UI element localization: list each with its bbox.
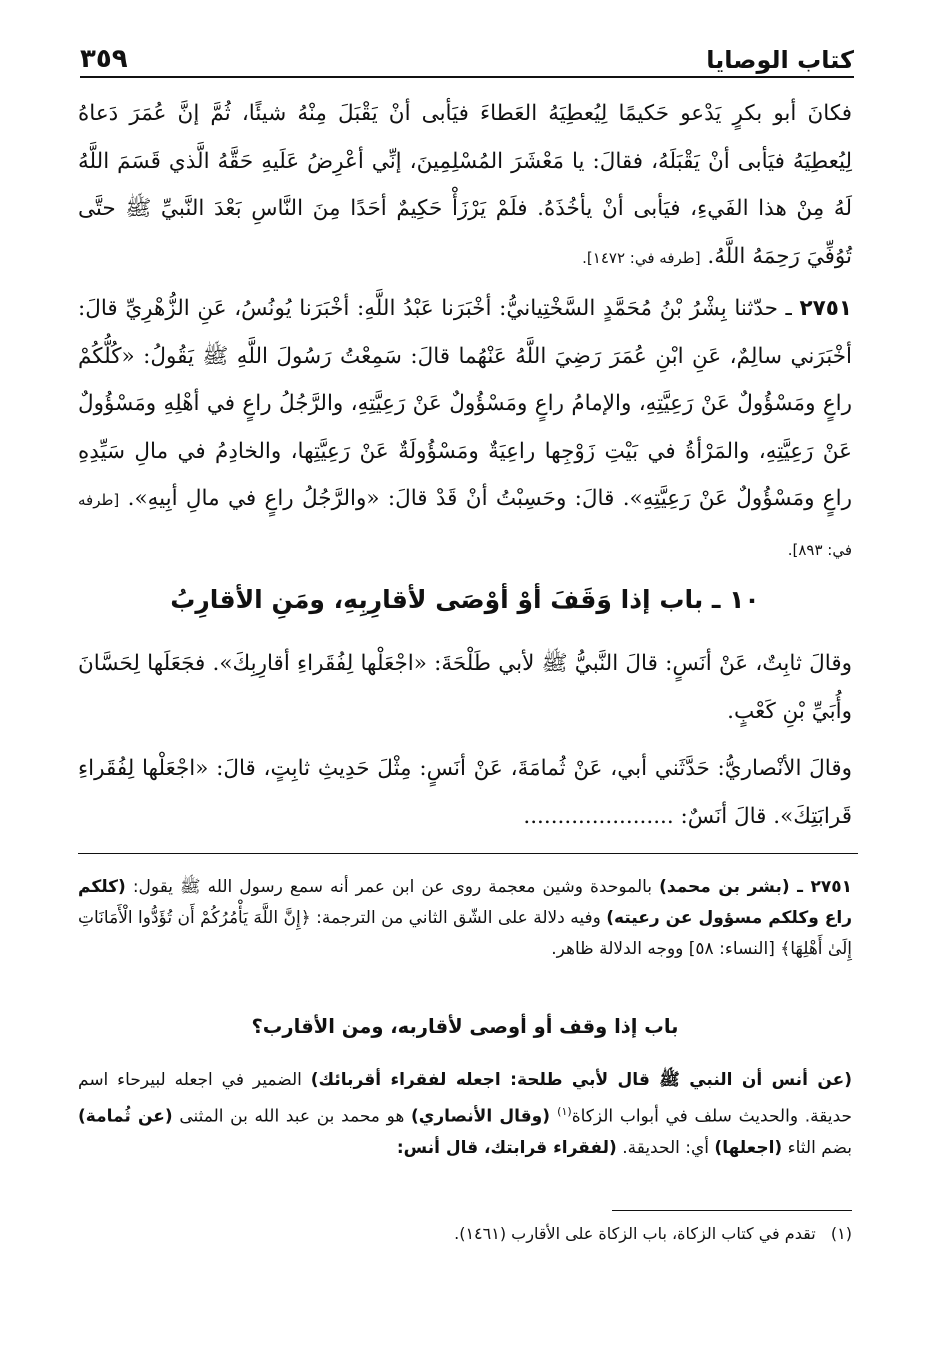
commentary-heading: باب إذا وقف أو أوصى لأقاربه، ومن الأقارب؟ (251, 1015, 679, 1038)
commentary-2-part-b: هو محمد بن عبد الله بن المثنى (172, 1106, 412, 1127)
chapter-para-1-text: وقالَ ثابِتٌ، عَنْ أنَسٍ: قالَ النَّبيُّ ﷺ لأبي طَلْحَةَ: «اجْعَلْها لِفُقَراءِ أقارِبِكَ». فجَعَلَها لِحَسَّانَ وأُبَيِّ بْنِ كَعْبٍ. (78, 651, 852, 724)
hadith-2751-body: ـ حدّثنا بِشْرُ بْنُ مُحَمَّدٍ السَّخْتِيانيُّ: أخْبَرَنا عَبْدُ اللَّهِ: أخْبَرَنا يُونُسُ، عَنِ الزُّهْرِيِّ قالَ: أخْبَرَني سالِمٌ، عَنِ ابْنِ عُمَرَ رَضِيَ اللَّهُ عَنْهُما قالَ: سَمِعْتُ رَسُولَ اللَّهِ ﷺ يَقُولُ: «كُلُّكُمْ راعٍ ومَسْؤُولٌ عَنْ رَعِيَّتِهِ، والإمامُ راعٍ ومَسْؤُولٌ عَنْ رَعِيَّتِهِ، والرَّجُلُ راعٍ في أهْلِهِ ومَسْؤُولٌ عَنْ رَعِيَّتِهِ، والمَرْأةُ في بَيْتِ زَوْجِها راعِيَةٌ ومَسْؤُولَةٌ عَنْ رَعِيَّتِها، والخادِمُ في مالِ سَيِّدِهِ راعٍ ومَسْؤُولٌ عَنْ رَعِيَّتِهِ». قالَ: وحَسِبْتُ أنْ قَدْ قالَ: «والرَّجُلُ راعٍ في مالِ أبِيهِ». (78, 296, 852, 511)
commentary-2-lemma-4: (اجعلها) (714, 1137, 783, 1158)
footnote-rule (612, 1210, 852, 1211)
commentary-2-part-d: أي: الحديقة. (616, 1137, 715, 1158)
chapter-para-2 (78, 745, 852, 840)
hadith-number: ٢٧٥١ (799, 296, 852, 321)
commentary-1-part-b: وفيه دلالة على الشّق الثاني من الترجمة: ﴿إِنَّ اللَّهَ يَأْمُرُكُمْ أَن تُؤَدُّوا الْأَمَانَاتِ إِلَىٰ أَهْلِهَا﴾ [النساء: ٥٨] ووجه الدلالة ظاهر. (78, 908, 852, 959)
commentary-2-part-a: الضمير في اجعله لبيرحاء اسم حديقة. والحديث سلف في أبواب الزكاة (78, 1070, 852, 1127)
commentary-2-lemma: (عن أنس أن النبي ﷺ قال لأبي طلحة: اجعله لفقراء أقربائك) (310, 1070, 852, 1090)
commentary-2-lemma-2: (وقال الأنصاري) (411, 1106, 558, 1127)
commentary-2-part-c: بضم الثاء (782, 1137, 852, 1158)
chapter-para-2-text: وقالَ الأنْصاريُّ: حَدَّثَني أبي، عَنْ ثُمامَةَ، عَنْ أنَسٍ: مِثْلَ حَدِيثِ ثابِتٍ، قالَ: «اجْعَلْها لِفُقَراءِ قَرابَتِكَ». قالَ أنَسٌ: ...................... (78, 756, 852, 829)
commentary-block-1 (78, 872, 852, 965)
prev-hadith-body: فكانَ أبو بكرٍ يَدْعو حَكيمًا لِيُعطِيَهُ العَطاءَ فيَأبى أنْ يَقْبَلَ مِنْهُ شيئًا، ثُمَّ إنَّ عُمَرَ دَعاهُ لِيُعطِيَهُ فيَأبى أنْ يَقْبَلَهُ، فقالَ: يا مَعْشَرَ المُسْلِمِينَ، إنِّي أعْرِضُ عَلَيهِ حَقَّهُ الَّذي قَسَمَ اللَّهُ لَهُ مِنْ هذا الفَيءِ، فيَأبى أنْ يأخُذَهُ. فلَمْ يَرْزَأْ حَكِيمٌ أحَدًا مِنَ النَّاسِ بَعْدَ النَّبيِّ ﷺ حتَّى تُوُفِّيَ رَحِمَهُ اللَّهُ. (78, 101, 852, 269)
commentary-2-lemma-5: (لفقراء قرابتك، قال أنس: (396, 1137, 617, 1158)
page-header (80, 28, 854, 74)
hadith-2751-ref: [طرفه في: ٨٩٣]. (78, 491, 852, 559)
prev-hadith-block (78, 90, 852, 282)
commentary-1-lemma: ٢٧٥١ ـ (بشر بن محمد) (659, 877, 852, 897)
commentary-2-text (78, 1065, 852, 1164)
commentary-separator (78, 853, 858, 854)
commentary-2-lemma-3: (عن ثُمامة) (78, 1106, 173, 1127)
commentary-block-2 (78, 1065, 852, 1164)
chapter-para-1 (78, 640, 852, 735)
chapter-heading: ١٠ ـ باب إذا وَقَفَ أوْ أوْصَى لأقارِبِهِ، ومَنِ الأقارِبُ (170, 585, 760, 614)
footnote-marker: (١) (830, 1224, 852, 1243)
running-title: كتاب الوصايا (706, 46, 854, 74)
prev-hadith-ref: [طرفه في: ١٤٧٢]. (582, 248, 701, 267)
commentary-1-text (78, 872, 852, 965)
footnote-ref-marker: (١) (557, 1105, 572, 1118)
footnote (78, 1224, 852, 1243)
hadith-2751-block (78, 285, 852, 574)
hadith-2751-text (78, 285, 852, 574)
header-rule (80, 76, 854, 78)
page-number: ٣٥٩ (80, 44, 128, 74)
footnote-text: تقدم في كتاب الزكاة، باب الزكاة على الأقارب (١٤٦١). (454, 1224, 816, 1243)
prev-hadith-text (78, 90, 852, 282)
commentary-1-part-a: بالموحدة وشين معجمة روى عن ابن عمر أنه سمع رسول الله ﷺ يقول: (125, 877, 660, 897)
commentary-1-quote: (كلكم راع وكلكم مسؤول عن رعيته) (78, 877, 852, 928)
